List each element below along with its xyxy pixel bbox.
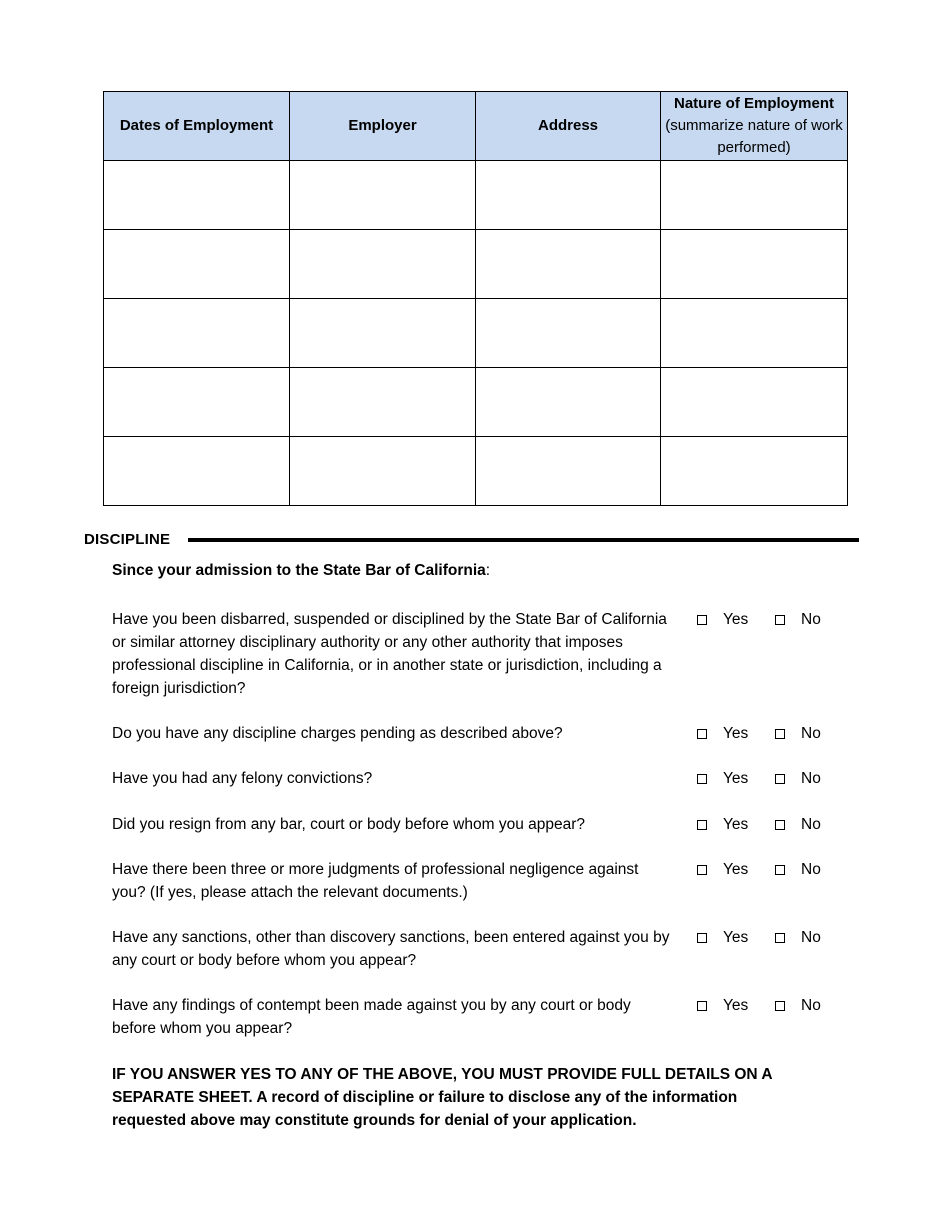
- answer-negligence: [697, 858, 837, 881]
- header-nature-subtitle: (summarize nature of work performed): [665, 117, 843, 156]
- table-cell[interactable]: [476, 437, 661, 506]
- no-option[interactable]: [775, 608, 821, 631]
- yes-option[interactable]: [697, 767, 775, 790]
- table-cell[interactable]: [661, 368, 848, 437]
- no-checkbox[interactable]: [775, 1001, 785, 1011]
- answer-contempt: [697, 994, 837, 1017]
- table-row: [104, 161, 848, 230]
- yes-checkbox[interactable]: [697, 729, 707, 739]
- yes-label: Yes: [723, 929, 749, 946]
- no-checkbox[interactable]: [775, 729, 785, 739]
- question-felony: Have you had any felony convictions?: [112, 770, 373, 787]
- table-cell[interactable]: [104, 368, 290, 437]
- table-row: [104, 230, 848, 299]
- table-cell[interactable]: [661, 437, 848, 506]
- table-cell[interactable]: [290, 299, 476, 368]
- header-nature: [661, 92, 848, 161]
- table-cell[interactable]: [104, 230, 290, 299]
- question-resign: Did you resign from any bar, court or body before whom you appear?: [112, 816, 586, 833]
- table-row: [104, 437, 848, 506]
- yes-option[interactable]: [697, 926, 775, 949]
- table-cell[interactable]: [104, 299, 290, 368]
- intro-bold: Since your admission to the State Bar of California: [112, 562, 486, 579]
- header-employer: Employer: [290, 92, 476, 161]
- no-label: No: [801, 816, 821, 833]
- table-cell[interactable]: [661, 299, 848, 368]
- table-cell[interactable]: [290, 161, 476, 230]
- no-option[interactable]: [775, 813, 821, 836]
- section-rule: [188, 538, 859, 542]
- table-row: [104, 299, 848, 368]
- table-cell[interactable]: [476, 230, 661, 299]
- table-cell[interactable]: [476, 368, 661, 437]
- employer-input[interactable]: [290, 437, 475, 505]
- yes-checkbox[interactable]: [697, 820, 707, 830]
- intro-suffix: :: [485, 562, 491, 579]
- header-address: Address: [476, 92, 661, 161]
- no-option[interactable]: [775, 926, 821, 949]
- yes-label: Yes: [723, 861, 749, 878]
- table-cell[interactable]: [104, 161, 290, 230]
- yes-checkbox[interactable]: [697, 933, 707, 943]
- employer-input[interactable]: [290, 299, 475, 367]
- yes-option[interactable]: [697, 813, 775, 836]
- no-checkbox[interactable]: [775, 933, 785, 943]
- header-nature-title: Nature of Employment: [673, 95, 835, 112]
- no-option[interactable]: [775, 767, 821, 790]
- no-label: No: [801, 929, 821, 946]
- no-checkbox[interactable]: [775, 820, 785, 830]
- question-negligence: Have there been three or more judgments of professional negligence against you? (If yes, please attach the relevant documents.): [112, 861, 639, 901]
- table-cell[interactable]: [476, 161, 661, 230]
- no-checkbox[interactable]: [775, 774, 785, 784]
- section-title: DISCIPLINE: [84, 530, 171, 548]
- address-input[interactable]: [476, 230, 660, 298]
- discipline-intro: [112, 562, 490, 580]
- no-label: No: [801, 861, 821, 878]
- yes-option[interactable]: [697, 858, 775, 881]
- yes-option[interactable]: [697, 722, 775, 745]
- yes-checkbox[interactable]: [697, 615, 707, 625]
- answer-sanctions: [697, 926, 837, 949]
- yes-label: Yes: [723, 770, 749, 787]
- address-input[interactable]: [476, 437, 660, 505]
- no-checkbox[interactable]: [775, 615, 785, 625]
- address-input[interactable]: [476, 299, 660, 367]
- header-dates: Dates of Employment: [104, 92, 290, 161]
- yes-label: Yes: [723, 816, 749, 833]
- table-header-row: [104, 92, 848, 161]
- address-input[interactable]: [476, 161, 660, 229]
- table-cell[interactable]: [661, 230, 848, 299]
- nature-input[interactable]: [661, 299, 847, 367]
- answer-resign: [697, 813, 837, 836]
- dates-input[interactable]: [104, 437, 289, 505]
- question-charges-pending: Do you have any discipline charges pending as described above?: [112, 725, 563, 742]
- no-label: No: [801, 997, 821, 1014]
- discipline-section-header: [84, 528, 859, 550]
- employment-table: [103, 91, 848, 506]
- no-option[interactable]: [775, 858, 821, 881]
- no-label: No: [801, 611, 821, 628]
- employer-input[interactable]: [290, 230, 475, 298]
- no-option[interactable]: [775, 722, 821, 745]
- no-label: No: [801, 770, 821, 787]
- employer-input[interactable]: [290, 368, 475, 436]
- yes-checkbox[interactable]: [697, 1001, 707, 1011]
- employer-input[interactable]: [290, 161, 475, 229]
- table-cell[interactable]: [290, 437, 476, 506]
- question-sanctions: Have any sanctions, other than discovery sanctions, been entered against you by any court or body before whom you appear?: [112, 929, 670, 969]
- table-cell[interactable]: [290, 230, 476, 299]
- yes-option[interactable]: [697, 994, 775, 1017]
- dates-input[interactable]: [104, 368, 289, 436]
- no-option[interactable]: [775, 994, 821, 1017]
- dates-input[interactable]: [104, 299, 289, 367]
- yes-label: Yes: [723, 611, 749, 628]
- no-label: No: [801, 725, 821, 742]
- yes-label: Yes: [723, 725, 749, 742]
- table-cell[interactable]: [290, 368, 476, 437]
- table-cell[interactable]: [104, 437, 290, 506]
- yes-checkbox[interactable]: [697, 865, 707, 875]
- answer-felony: [697, 767, 837, 790]
- no-checkbox[interactable]: [775, 865, 785, 875]
- table-cell[interactable]: [661, 161, 848, 230]
- dates-input[interactable]: [104, 230, 289, 298]
- answer-charges-pending: [697, 722, 837, 745]
- yes-label: Yes: [723, 997, 749, 1014]
- answer-disbarred: [697, 608, 837, 631]
- nature-input[interactable]: [661, 230, 847, 298]
- question-contempt: Have any findings of contempt been made against you by any court or body before whom you appear?: [112, 997, 631, 1037]
- dates-input[interactable]: [104, 161, 289, 229]
- nature-input[interactable]: [661, 161, 847, 229]
- disclosure-notice: IF YOU ANSWER YES TO ANY OF THE ABOVE, YOU MUST PROVIDE FULL DETAILS ON A SEPARATE SHEET. A record of discipline or failure to disclose any of the information requested above may constitute grounds for denial of your application.: [112, 1066, 772, 1129]
- yes-checkbox[interactable]: [697, 774, 707, 784]
- nature-input[interactable]: [661, 368, 847, 436]
- yes-option[interactable]: [697, 608, 775, 631]
- table-row: [104, 368, 848, 437]
- address-input[interactable]: [476, 368, 660, 436]
- nature-input[interactable]: [661, 437, 847, 505]
- table-cell[interactable]: [476, 299, 661, 368]
- question-disbarred: Have you been disbarred, suspended or disciplined by the State Bar of California or similar attorney disciplinary authority or any other authority that imposes professional discipline in California, or in another state or jurisdiction, including a foreign jurisdiction?: [112, 611, 667, 697]
